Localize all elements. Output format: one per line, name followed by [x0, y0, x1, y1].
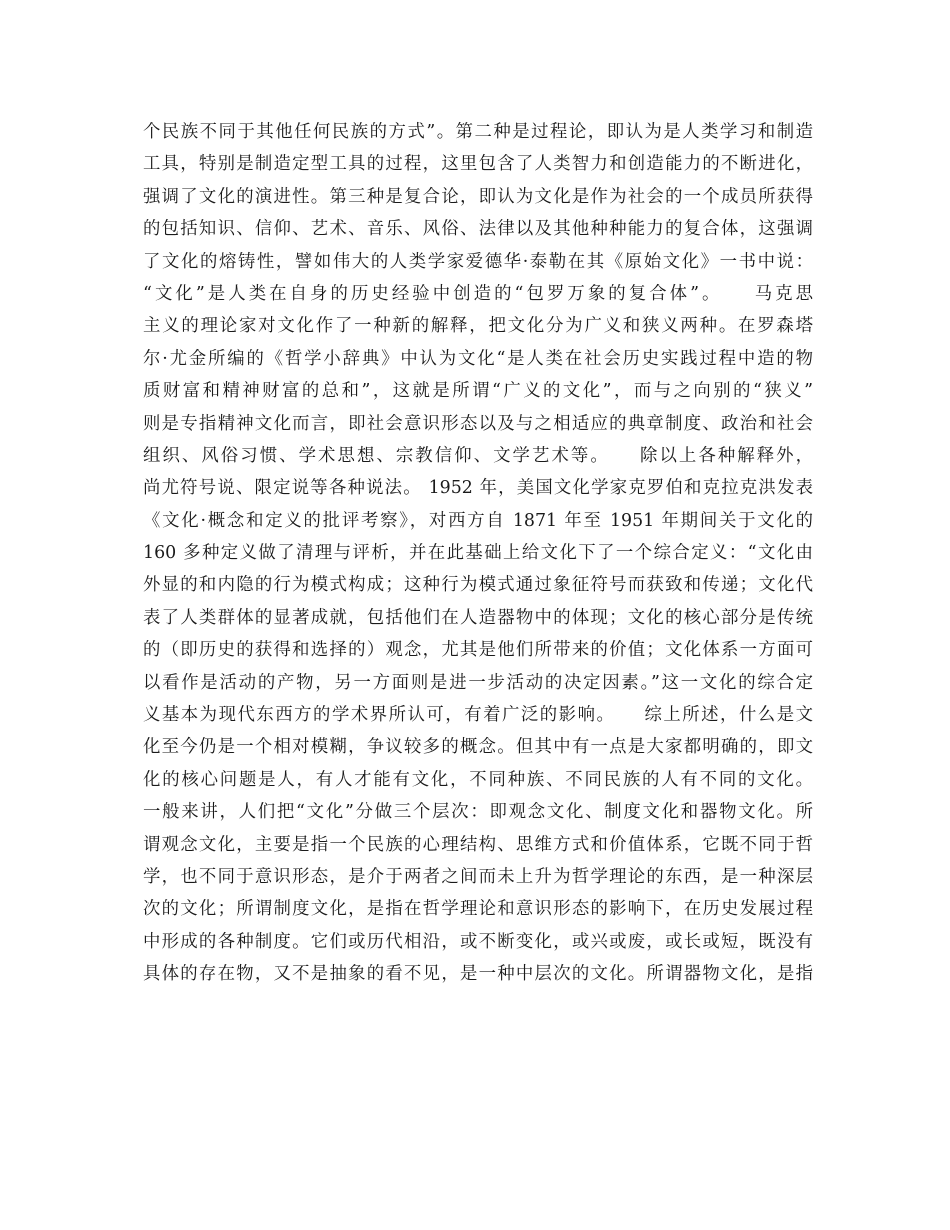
text-line: 的包括知识、信仰、艺术、音乐、风俗、法律以及其他种种能力的复合体，这强调	[143, 219, 813, 240]
text-line: 尚尤符号说、限定说等各种说法。 1952 年，美国文化学家克罗伯和克拉克洪发表	[143, 478, 813, 499]
text-line: 具体的存在物，又不是抽象的看不见，是一种中层次的文化。所谓器物文化，是指	[143, 964, 813, 985]
text-line: 次的文化；所谓制度文化，是指在哲学理论和意识形态的影响下，在历史发展过程	[143, 899, 813, 920]
text-line: 《文化·概念和定义的批评考察》，对西方自 1871 年至 1951 年期间关于文化的	[143, 510, 813, 531]
text-line: 主义的理论家对文化作了一种新的解释，把文化分为广义和狭义两种。在罗森塔	[143, 316, 813, 337]
text-line: 强调了文化的演进性。第三种是复合论，即认为文化是作为社会的一个成员所获得	[143, 186, 813, 207]
text-line: 义基本为现代东西方的学术界所认可，有着广泛的影响。 综上所述，什么是文	[143, 705, 813, 726]
text-line: 的（即历史的获得和选择的）观念，尤其是他们所带来的价值；文化体系一方面可	[143, 640, 813, 661]
body-text	[143, 116, 813, 991]
text-line: 则是专指精神文化而言，即社会意识形态以及与之相适应的典章制度、政治和社会	[143, 413, 813, 434]
text-line: 个民族不同于其他任何民族的方式”。第二种是过程论，即认为是人类学习和制造	[143, 122, 813, 142]
text-line: 160 多种定义做了清理与评析，并在此基础上给文化下了一个综合定义：“文化由	[143, 543, 813, 564]
text-line: 外显的和内隐的行为模式构成；这种行为模式通过象征符号而获致和传递；文化代	[143, 575, 813, 596]
text-line: “文化”是人类在自身的历史经验中创造的“包罗万象的复合体”。 马克思	[143, 283, 813, 304]
text-line: 化至今仍是一个相对模糊，争议较多的概念。但其中有一点是大家都明确的，即文	[143, 737, 813, 758]
text-line: 尔·尤金所编的《哲学小辞典》中认为文化“是人类在社会历史实践过程中造的物	[143, 348, 813, 369]
text-line: 一般来讲，人们把“文化”分做三个层次：即观念文化、制度文化和器物文化。所	[143, 802, 813, 823]
text-line: 学，也不同于意识形态，是介于两者之间而未上升为哲学理论的东西，是一种深层	[143, 866, 813, 887]
text-line: 以看作是活动的产物，另一方面则是进一步活动的决定因素。”这一文化的综合定	[143, 672, 813, 693]
text-line: 谓观念文化，主要是指一个民族的心理结构、思维方式和价值体系，它既不同于哲	[143, 834, 813, 855]
text-line: 表了人类群体的显著成就，包括他们在人造器物中的体现；文化的核心部分是传统	[143, 607, 813, 628]
text-line: 中形成的各种制度。它们或历代相沿，或不断变化，或兴或废，或长或短，既没有	[143, 931, 813, 952]
text-line: 了文化的熔铸性，譬如伟大的人类学家爱德华·泰勒在其《原始文化》一书中说：	[143, 251, 813, 272]
text-line: 组织、风俗习惯、学术思想、宗教信仰、文学艺术等。 除以上各种解释外，	[143, 445, 813, 466]
text-line: 工具，特别是制造定型工具的过程，这里包含了人类智力和创造能力的不断进化，	[143, 154, 813, 175]
text-line: 质财富和精神财富的总和”，这就是所谓“广义的文化”，而与之向别的“狭义”	[143, 381, 813, 402]
text-line: 化的核心问题是人，有人才能有文化，不同种族、不同民族的人有不同的文化。	[143, 769, 813, 790]
